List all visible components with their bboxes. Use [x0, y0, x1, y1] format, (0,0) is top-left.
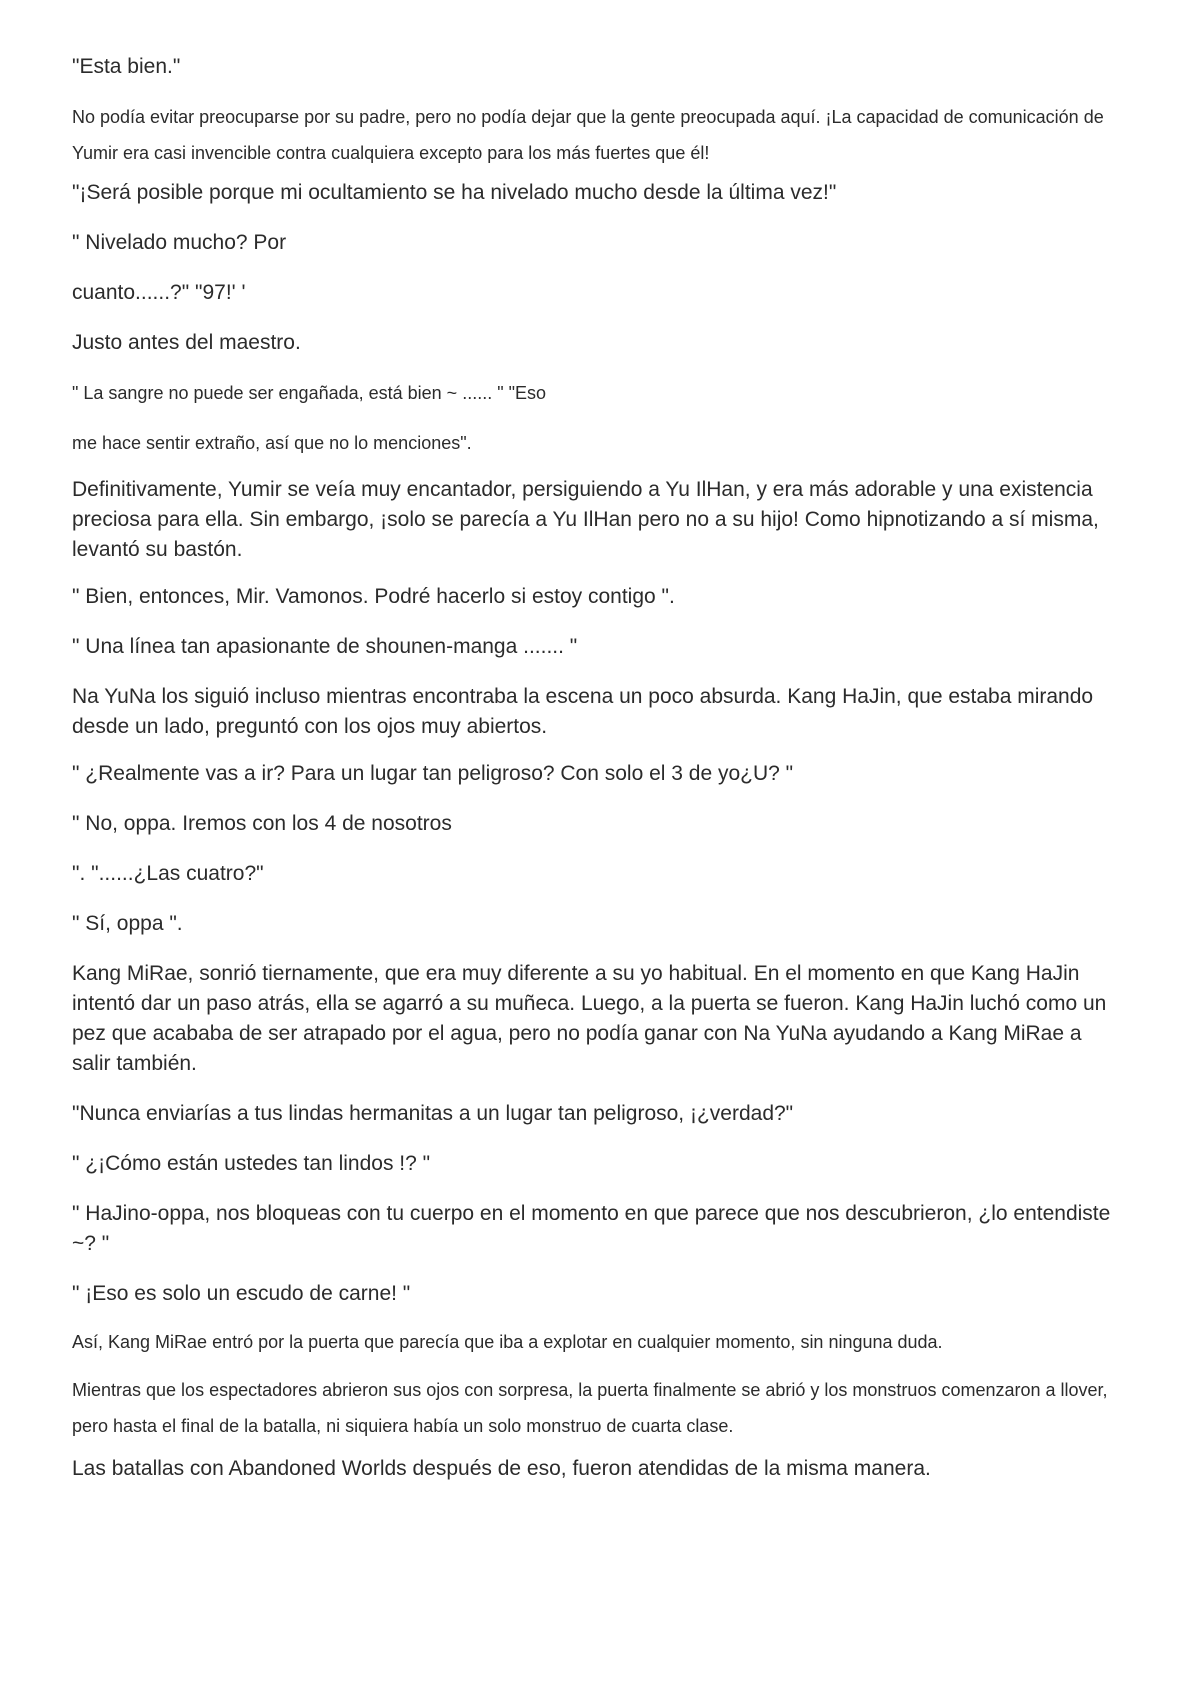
paragraph-6: Justo antes del maestro. — [72, 331, 301, 354]
paragraph-12: Na YuNa los siguió incluso mientras encontraba la escena un poco absurda. Kang HaJin, que estaba mirando desde un lado, preguntó con los ojos muy abiertos. — [72, 685, 1094, 738]
paragraph-19: " ¿¡Cómo están ustedes tan lindos !? " — [72, 1152, 431, 1175]
paragraph-7: " La sangre no puede ser engañada, está bien ~ ...... " "Eso — [72, 383, 546, 403]
paragraph-13: " ¿Realmente vas a ir? Para un lugar tan peligroso? Con solo el 3 de yo¿U? " — [72, 762, 794, 785]
paragraph-5: cuanto......?" "97!' ' — [72, 281, 246, 304]
paragraph-22: Así, Kang MiRae entró por la puerta que parecía que iba a explotar en cualquier momento, sin ninguna duda. — [72, 1332, 943, 1352]
paragraph-18: "Nunca enviarías a tus lindas hermanitas a un lugar tan peligroso, ¡¿verdad?" — [72, 1102, 794, 1125]
paragraph-10: " Bien, entonces, Mir. Vamonos. Podré hacerlo si estoy contigo ". — [72, 585, 675, 608]
paragraph-17: Kang MiRae, sonrió tiernamente, que era muy diferente a su yo habitual. En el momento en que Kang HaJin intentó dar un paso atrás, ella se agarró a su muñeca. Luego, a la puerta se fueron. Kang HaJin luchó como un pez que acababa de ser atrapado por el agua, pero no podía ganar con Na YuNa ayudando a Kang MiRae a salir también. — [72, 962, 1107, 1075]
paragraph-4: " Nivelado mucho? Por — [72, 231, 287, 254]
paragraph-1: "Esta bien." — [72, 55, 181, 78]
paragraph-23: Mientras que los espectadores abrieron sus ojos con sorpresa, la puerta finalmente se abrió y los monstruos comenzaron a llover, pero hasta el final de la batalla, ni siquiera había un solo monstruo de cuarta clase. — [72, 1380, 1108, 1436]
paragraph-21: " ¡Eso es solo un escudo de carne! " — [72, 1282, 411, 1305]
paragraph-11: " Una línea tan apasionante de shounen-manga ....... " — [72, 635, 578, 658]
paragraph-8: me hace sentir extraño, así que no lo menciones". — [72, 433, 472, 453]
paragraph-9: Definitivamente, Yumir se veía muy encantador, persiguiendo a Yu IlHan, y era más adorable y una existencia preciosa para ella. Sin embargo, ¡solo se parecía a Yu IlHan pero no a su hijo! Como hipnotizando a sí misma, levantó su bastón. — [72, 478, 1099, 561]
paragraph-2: No podía evitar preocuparse por su padre, pero no podía dejar que la gente preocupada aquí. ¡La capacidad de comunicación de Yumir era casi invencible contra cualquiera excepto para los más fuertes que él! — [72, 107, 1104, 163]
paragraph-3: "¡Será posible porque mi ocultamiento se ha nivelado mucho desde la última vez!" — [72, 181, 837, 204]
paragraph-20: " HaJino-oppa, nos bloqueas con tu cuerpo en el momento en que parece que nos descubrieron, ¿lo entendiste ~? " — [72, 1202, 1111, 1255]
paragraph-16: " Sí, oppa ". — [72, 912, 183, 935]
paragraph-15: ". "......¿Las cuatro?" — [72, 862, 264, 885]
document-page — [72, 52, 1112, 1484]
paragraph-24: Las batallas con Abandoned Worlds después de eso, fueron atendidas de la misma manera. — [72, 1457, 931, 1480]
paragraph-14: " No, oppa. Iremos con los 4 de nosotros — [72, 812, 452, 835]
